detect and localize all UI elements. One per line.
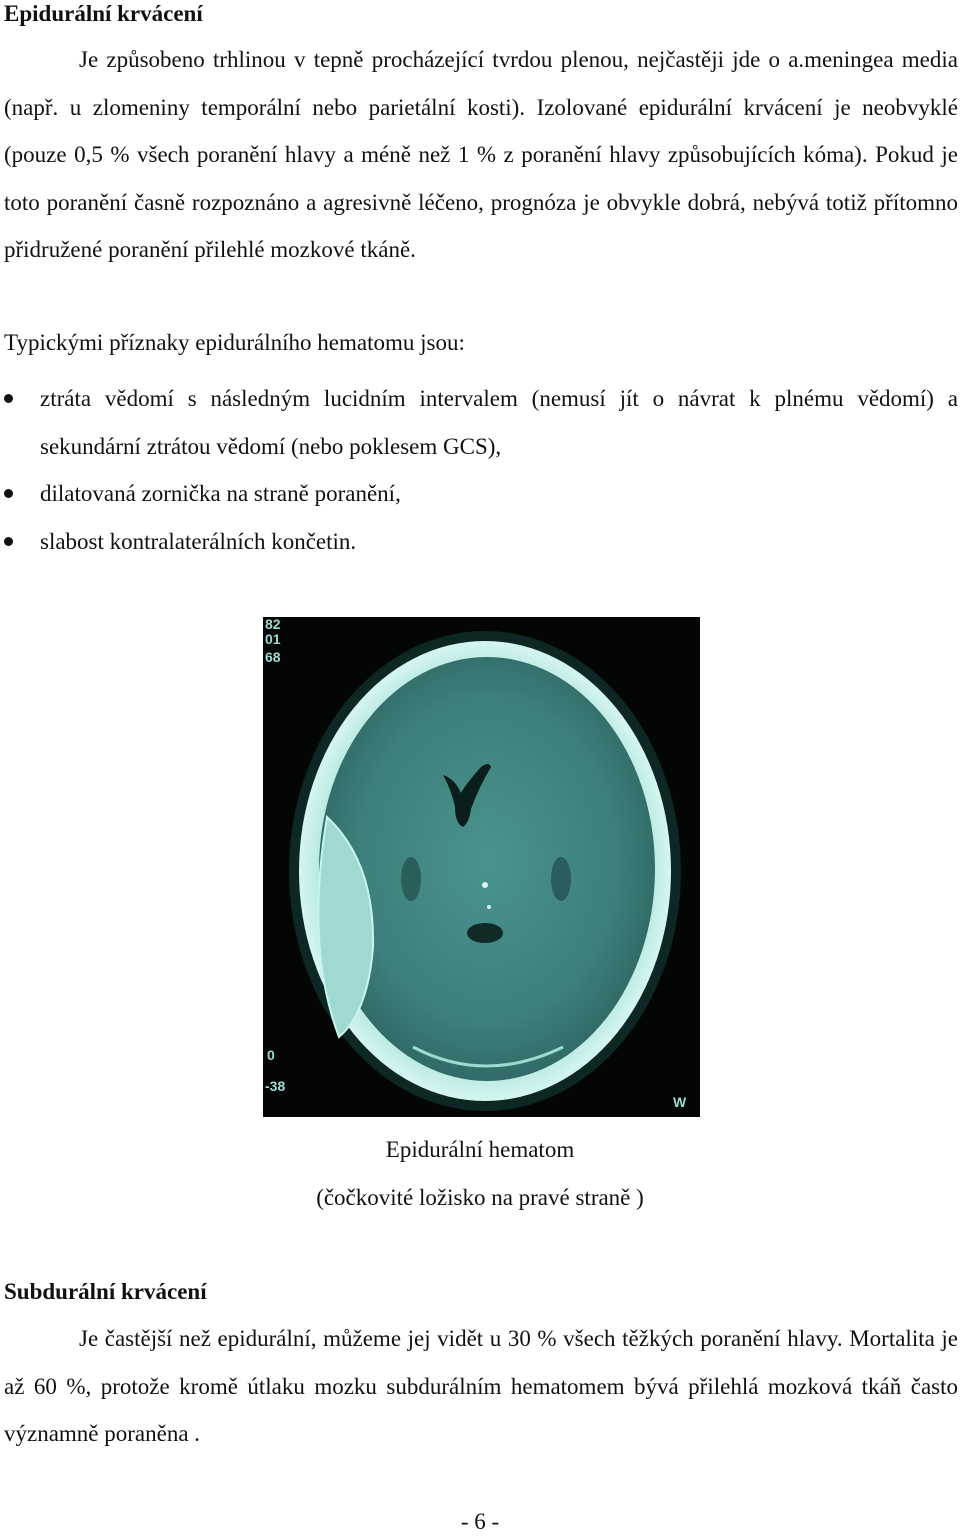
calcification: [482, 882, 488, 888]
symptom-item: [0, 518, 958, 566]
overlay-text: 68: [265, 649, 281, 665]
figure-caption-title: Epidurální hematom: [385, 1137, 575, 1162]
left-sylvian: [401, 857, 421, 901]
symptom-item: [0, 470, 958, 518]
overlay-text: 01: [265, 631, 281, 647]
bullet-icon: [4, 489, 13, 498]
overlay-text: -38: [265, 1078, 286, 1094]
ct-scan-drawing: [263, 617, 700, 1117]
symptom-text: ztráta vědomí s následným lucidním intervalem (nemusí jít o návrat k plnému vědomí) a sekundární ztrátou vědomí (nebo poklesem GCS),: [40, 386, 958, 459]
subdural-paragraph: Je častější než epidurální, můžeme jej vidět u 30 % všech těžkých poranění hlavy. Mortalita je až 60 %, protože kromě útlaku mozku subdurálním hematomem bývá přilehlá mozková tkáň často významně poraněna .: [4, 1326, 958, 1446]
symptom-text: dilatovaná zornička na straně poranění,: [40, 481, 401, 506]
section-heading-epidural: Epidurální krvácení: [4, 1, 203, 26]
brain-tissue: [319, 657, 655, 1081]
symptom-item: [0, 375, 958, 470]
right-sylvian: [551, 857, 571, 901]
page-number: - 6 -: [460, 1509, 500, 1534]
figure-caption-note: (čočkovité ložisko na pravé straně ): [316, 1185, 644, 1210]
bullet-icon: [4, 394, 13, 403]
ct-scan-image: [263, 617, 700, 1117]
third-ventricle: [467, 923, 503, 943]
symptom-text: slabost kontralaterálních končetin.: [40, 528, 357, 554]
bullet-icon: [4, 537, 13, 546]
overlay-text: 0: [267, 1047, 275, 1063]
symptoms-lead: Typickými příznaky epidurálního hematomu jsou:: [4, 330, 465, 355]
symptoms-list: [0, 375, 958, 565]
section-heading-subdural: Subdurální krvácení: [4, 1279, 207, 1304]
calcification: [487, 905, 491, 909]
epidural-paragraph: Je způsobeno trhlinou v tepně procházející tvrdou plenou, nejčastěji jde o a.meningea media (např. u zlomeniny temporální nebo parietální kosti). Izolované epidurální krvácení je neobvyklé (pouze 0,5 % všech poranění hlavy a méně než 1 % z poranění hlavy způsobujících kóma). Pokud je toto poranění časně rozpoznáno a agresivně léčeno, prognóza je obvykle dobrá, nebývá totiž přítomno přidružené poranění přilehlé mozkové tkáně.: [4, 47, 958, 262]
overlay-text: W: [673, 1094, 687, 1110]
overlay-text: 82: [265, 617, 281, 632]
